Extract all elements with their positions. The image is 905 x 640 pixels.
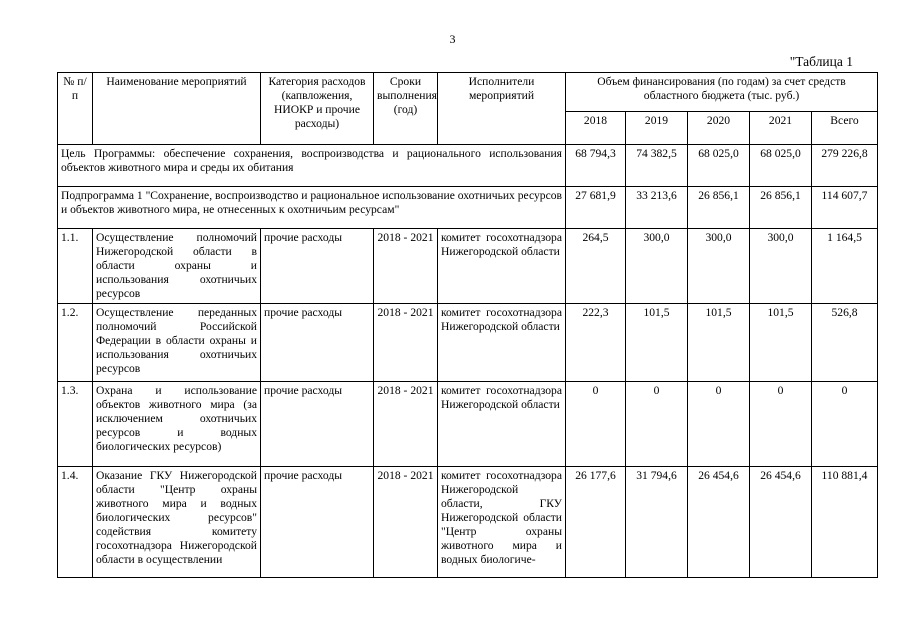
row-category: прочие расходы bbox=[261, 304, 374, 382]
header-total: Всего bbox=[812, 112, 878, 145]
row-value: 26 454,6 bbox=[750, 467, 812, 578]
row-num: 1.1. bbox=[58, 229, 93, 304]
row-total: 1 164,5 bbox=[812, 229, 878, 304]
table-row bbox=[58, 467, 878, 578]
row-category: прочие расходы bbox=[261, 467, 374, 578]
row-value: 300,0 bbox=[626, 229, 688, 304]
subprogram-total: 114 607,7 bbox=[812, 187, 878, 229]
row-value: 300,0 bbox=[750, 229, 812, 304]
goal-value: 68 025,0 bbox=[750, 145, 812, 187]
row-value: 101,5 bbox=[688, 304, 750, 382]
header-num: № п/п bbox=[58, 73, 93, 145]
row-value: 0 bbox=[626, 382, 688, 467]
row-name: Осуществление полномочий Нижегородской области в области охраны и использования охотничьих ресурсов bbox=[93, 229, 261, 304]
goal-value: 68 794,3 bbox=[566, 145, 626, 187]
header-funding: Объем финансирования (по годам) за счет средств областного бюджета (тыс. руб.) bbox=[566, 73, 878, 112]
page-number: 3 bbox=[449, 32, 456, 46]
header-year: 2019 bbox=[626, 112, 688, 145]
row-value: 101,5 bbox=[626, 304, 688, 382]
subprogram-row bbox=[58, 187, 878, 229]
goal-row bbox=[58, 145, 878, 187]
subprogram-value: 33 213,6 bbox=[626, 187, 688, 229]
row-executor: комитет госохотнадзора Нижегородской области, ГКУ Нижегородской области "Центр охраны животного мира и водных биологиче- bbox=[438, 467, 566, 578]
header-row bbox=[58, 73, 878, 112]
row-value: 222,3 bbox=[566, 304, 626, 382]
goal-text: Цель Программы: обеспечение сохранения, воспроизводства и рационального использования объектов животного мира и среды их обитания bbox=[58, 145, 566, 187]
row-value: 300,0 bbox=[688, 229, 750, 304]
row-name: Оказание ГКУ Нижегородской области "Центр охраны животного мира и водных биологических ресурсов" содействия комитету госохотнадзора Нижегородской области в осуществлении bbox=[93, 467, 261, 578]
header-executors: Исполнители мероприятий bbox=[438, 73, 566, 145]
header-year: 2018 bbox=[566, 112, 626, 145]
row-category: прочие расходы bbox=[261, 229, 374, 304]
row-executor: комитет госохотнадзора Нижегородской области bbox=[438, 382, 566, 467]
row-value: 264,5 bbox=[566, 229, 626, 304]
row-value: 0 bbox=[566, 382, 626, 467]
row-total: 110 881,4 bbox=[812, 467, 878, 578]
header-year: 2021 bbox=[750, 112, 812, 145]
row-num: 1.2. bbox=[58, 304, 93, 382]
row-name: Охрана и использование объектов животного мира (за исключением охотничьих ресурсов и водных биологических ресурсов) bbox=[93, 382, 261, 467]
row-num: 1.4. bbox=[58, 467, 93, 578]
header-period: Сроки выполнения (год) bbox=[374, 73, 438, 145]
row-value: 101,5 bbox=[750, 304, 812, 382]
table-row bbox=[58, 304, 878, 382]
row-period: 2018 - 2021 bbox=[374, 467, 438, 578]
row-period: 2018 - 2021 bbox=[374, 304, 438, 382]
table-row bbox=[58, 382, 878, 467]
row-num: 1.3. bbox=[58, 382, 93, 467]
row-total: 526,8 bbox=[812, 304, 878, 382]
row-value: 26 177,6 bbox=[566, 467, 626, 578]
row-total: 0 bbox=[812, 382, 878, 467]
row-executor: комитет госохотнадзора Нижегородской области bbox=[438, 229, 566, 304]
table-caption: "Таблица 1 bbox=[789, 54, 853, 69]
row-category: прочие расходы bbox=[261, 382, 374, 467]
subprogram-value: 26 856,1 bbox=[750, 187, 812, 229]
funding-table bbox=[57, 72, 878, 578]
subprogram-value: 27 681,9 bbox=[566, 187, 626, 229]
row-value: 0 bbox=[750, 382, 812, 467]
row-value: 26 454,6 bbox=[688, 467, 750, 578]
goal-total: 279 226,8 bbox=[812, 145, 878, 187]
row-value: 0 bbox=[688, 382, 750, 467]
subprogram-value: 26 856,1 bbox=[688, 187, 750, 229]
goal-value: 68 025,0 bbox=[688, 145, 750, 187]
subprogram-text: Подпрограмма 1 "Сохранение, воспроизводство и рациональное использование охотничьих ресурсов и объектов животного мира, не отнесенных к охотничьим ресурсам" bbox=[58, 187, 566, 229]
goal-value: 74 382,5 bbox=[626, 145, 688, 187]
row-name: Осуществление переданных полномочий Российской Федерации в области охраны и использования охотничьих ресурсов bbox=[93, 304, 261, 382]
row-value: 31 794,6 bbox=[626, 467, 688, 578]
row-period: 2018 - 2021 bbox=[374, 382, 438, 467]
row-executor: комитет госохотнадзора Нижегородской области bbox=[438, 304, 566, 382]
table-row bbox=[58, 229, 878, 304]
header-category: Категория расходов (капвложения, НИОКР и прочие расходы) bbox=[261, 73, 374, 145]
header-year: 2020 bbox=[688, 112, 750, 145]
header-name: Наименование мероприятий bbox=[93, 73, 261, 145]
row-period: 2018 - 2021 bbox=[374, 229, 438, 304]
